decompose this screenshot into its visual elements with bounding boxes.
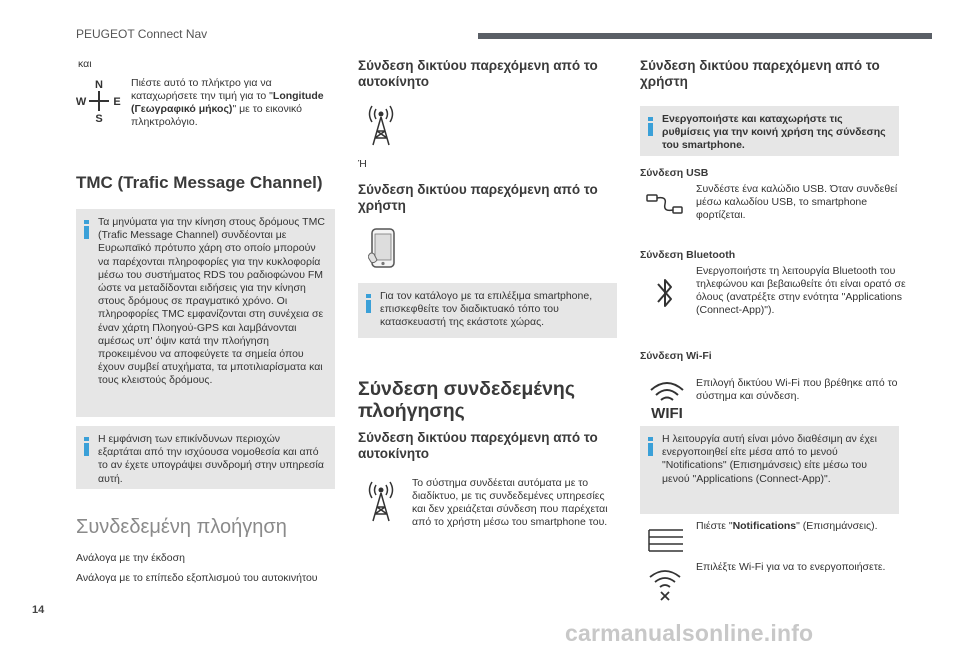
bluetooth-icon — [655, 275, 675, 311]
smartphone-list-note — [358, 283, 617, 338]
select-wifi-text: Επιλέξτε Wi-Fi για να το ενεργοποιήσετε. — [696, 561, 886, 573]
wifi-icon — [645, 378, 689, 420]
connected-nav-connection-title: Σύνδεση συνδεδεμένης πλοήγησης — [358, 378, 575, 422]
notifications-list-icon — [647, 527, 685, 553]
activate-sharing-note — [640, 106, 899, 156]
press-notifications-text: Πιέστε "Notifications" (Επισημάνσεις). — [696, 520, 878, 532]
info-icon — [648, 437, 653, 456]
info-icon — [84, 220, 89, 239]
header-title: PEUGEOT Connect Nav — [76, 27, 208, 41]
version-line: Ανάλογα με την έκδοση — [76, 552, 185, 564]
vehicle-network-text: Το σύστημα συνδέεται αυτόματα με το διαδίκτυο, με τις συνδεδεμένες υπηρεσίες και δεν χρειάζεται σύνδεση που παρέχεται από το χρήστη μέσω του smartphone του. — [412, 477, 608, 528]
antenna-icon — [366, 104, 396, 146]
tmc-info-note — [76, 209, 335, 417]
info-icon — [84, 437, 89, 456]
wifi-label: WIFI — [651, 405, 683, 420]
info-icon — [648, 117, 653, 136]
bluetooth-title: Σύνδεση Bluetooth — [640, 249, 736, 261]
connected-navigation-title: Συνδεδεμένη πλοήγηση — [76, 516, 287, 538]
info-icon — [366, 294, 371, 313]
or-word: Ή — [358, 158, 367, 170]
usb-title: Σύνδεση USB — [640, 167, 709, 179]
and-word: και — [78, 58, 92, 70]
vehicle-network-title-2: Σύνδεση δικτύου παρεχόμενη από το αυτοκίνητο — [358, 430, 598, 461]
compass-n: N — [95, 79, 103, 91]
user-network-title: Σύνδεση δικτύου παρεχόμενη από το χρήστη — [358, 182, 598, 213]
page-number: 14 — [32, 604, 45, 616]
equipment-line: Ανάλογα με το επίπεδο εξοπλισμού του αυτοκινήτου — [76, 572, 318, 584]
usb-text: Συνδέστε ένα καλώδιο USB. Όταν συνδεθεί μέσω καλωδίου USB, το smartphone φορτίζεται. — [696, 183, 898, 221]
compass-icon — [76, 78, 122, 124]
header-bar — [478, 33, 932, 39]
wifi-text: Επιλογή δικτύου Wi-Fi που βρέθηκε από το σύστημα και σύνδεση. — [696, 377, 898, 402]
activate-sharing-text: Ενεργοποιήστε και καταχωρήστε τις ρυθμίσεις για την κοινή χρήση της σύνδεσης του smartphone. — [662, 113, 886, 152]
wifi-title: Σύνδεση Wi-Fi — [640, 350, 712, 362]
watermark: carmanualsonline.info — [565, 620, 814, 646]
compass-e: E — [113, 96, 121, 108]
wifi-availability-text: Η λειτουργία αυτή είναι μόνο διαθέσιμη αν έχει ενεργοποιηθεί είτε μέσα από το μενού "Notifications" (Επισημάνσεις) είτε μέσω του μενού "Applications (Connect-App)". — [662, 433, 877, 485]
compass-w: W — [76, 96, 87, 108]
usb-cable-icon — [645, 192, 685, 218]
wifi-off-icon — [647, 568, 683, 602]
tmc-note-text: Τα μηνύματα για την κίνηση στους δρόμους TMC (Trafic Message Channel) συνδέονται με Ευρωπαϊκό πρότυπο χάρη στο οποίο μπορούν να παρέχονται πληροφορίες για την κυκλοφορία μέσω του συστήματος RDS του ραδιοφώνου FM ώστε να μεταδίδονται ειδήσεις για την κίνηση στους δρόμους σε πραγματικό χρόνο. Οι πληροφορίες TMC εμφανίζονται στη συνέχεια σε έναν χάρτη Πλοηγού-GPS και λαμβάνονται αμέσως υπ' όψιν κατά την πλοήγηση προκειμένου να αποφεύγετε τα σημεία όπου έχουν συμβεί ατυχήματα, τα μποτιλιαρίσματα και τους κλειστούς δρόμους. — [98, 216, 325, 387]
antenna-icon — [366, 480, 396, 522]
smartphone-icon — [368, 227, 398, 269]
user-network-title-col3: Σύνδεση δικτύου παρεχόμενη από το χρήστη — [640, 58, 880, 89]
compass-description: Πιέστε αυτό το πλήκτρο για να καταχωρήσετε την τιμή για το "Longitude (Γεωγραφικό μήκος)" με το εικονικό πληκτρολόγιο. — [131, 77, 324, 128]
tmc-title: TMC (Trafic Message Channel) — [76, 173, 323, 192]
vehicle-network-title: Σύνδεση δικτύου παρεχόμενη από το αυτοκίνητο — [358, 58, 598, 89]
smartphone-list-text: Για τον κατάλογο με τα επιλέξιμα smartphone, επισκεφθείτε τον διαδικτυακό τόπο του κατασκευαστή της εκάστοτε χώρας. — [380, 290, 593, 329]
danger-zones-text: Η εμφάνιση των επικίνδυνων περιοχών εξαρτάται από την ισχύουσα νομοθεσία και από το αν έχετε υπογράψει συνδρομή στην υπηρεσία αυτή. — [98, 433, 324, 485]
compass-s: S — [95, 113, 103, 124]
wifi-availability-note — [640, 426, 899, 514]
danger-zones-note — [76, 426, 335, 489]
bluetooth-text: Ενεργοποιήστε τη λειτουργία Bluetooth του τηλεφώνου και βεβαιωθείτε ότι είναι ορατό σε όλους (ανατρέξτε στην ενότητα "Applications (Connect-App)"). — [696, 265, 906, 316]
